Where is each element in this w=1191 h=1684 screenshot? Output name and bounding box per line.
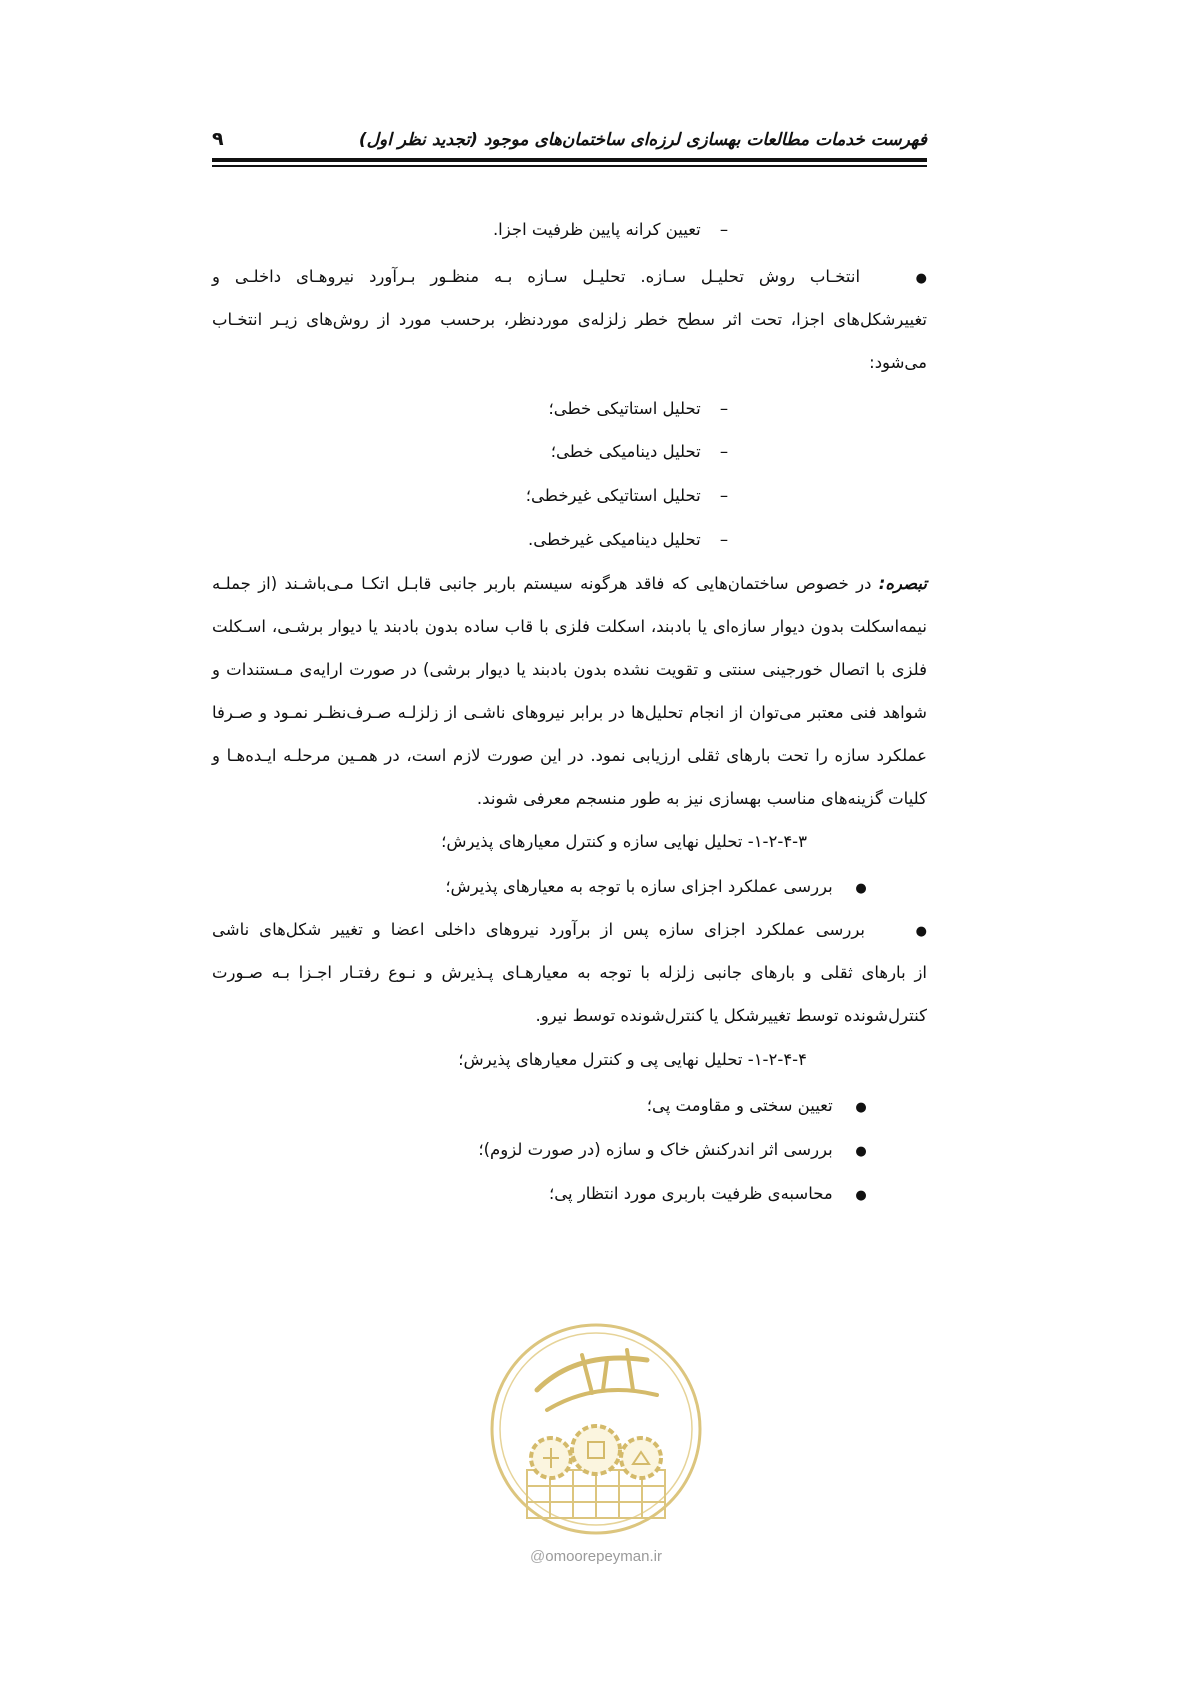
paragraph-text: شواهد فنی معتبر می‌توان از انجام تحلیل‌ها در برابر نیروهای ناشـی از زلزلـه صـرف‌نظـر نمـود و صـرفا — [212, 703, 927, 722]
paragraph-text: فلزی با اتصال خورجینی سنتی و تقویت نشده بدون بادبند یا دیوار برشی) در صورت ارایه‌ی مـستندات و — [212, 660, 927, 679]
paragraph-line — [212, 736, 927, 776]
paragraph-text: عملکرد سازه را تحت بارهای ثقلی ارزیابی نمود. در این صورت لازم است، در همـین مرحلـه ایـده‌هـا و — [212, 746, 927, 765]
paragraph-line — [212, 257, 927, 299]
note-line — [212, 564, 927, 604]
paragraph-text: تغییرشکل‌های اجزا، تحت اثر سطح خطر زلزله‌ی موردنظر، برحسب مورد از روش‌های زیـر انتخـاب — [212, 310, 927, 329]
page-number: ۹ — [212, 128, 224, 150]
list-item — [549, 1174, 876, 1216]
list-item-text: تحلیل دینامیکی خطی؛ — [550, 442, 701, 461]
dash-marker: – — [719, 486, 729, 505]
section-heading — [441, 822, 807, 862]
bullet-marker: ● — [915, 271, 927, 286]
list-item-text: تعیین سختی و مقاومت پی؛ — [646, 1096, 833, 1115]
list-item — [493, 210, 742, 250]
paragraph-text: از بارهای ثقلی و بارهای جانبی زلزله با توجه به معیارهـای پـذیرش و نـوع رفتـار اجـزا بـه صـورت — [212, 963, 927, 982]
header-rule-thick — [212, 158, 927, 162]
header-title: فهرست خدمات مطالعات بهسازی لرزه‌ای ساختمان‌های موجود (تجدید نظر اول) — [358, 130, 927, 150]
watermark-logo — [487, 1320, 705, 1538]
list-item — [528, 520, 742, 560]
section-heading-text: ۱-۲-۴-۳- تحلیل نهایی سازه و کنترل معیارهای پذیرش؛ — [441, 832, 807, 851]
dash-marker: – — [719, 442, 729, 461]
bullet-marker: ● — [855, 1100, 867, 1115]
paragraph-line — [212, 693, 927, 733]
bullet-marker: ● — [855, 1144, 867, 1159]
paragraph-line — [212, 910, 927, 952]
paragraph-text: در خصوص ساختمان‌هایی که فاقد هرگونه سیستم باربر جانبی قابـل اتکـا مـی‌باشـند (از جملـه — [212, 574, 872, 593]
paragraph-text: انتخـاب روش تحلیـل سـازه. تحلیـل سـازه بـه منظـور بـرآورد نیروهـای داخلـی و — [212, 267, 861, 286]
paragraph-line — [477, 779, 927, 819]
list-item — [526, 476, 742, 516]
list-item-text: تعیین کرانه پایین ظرفیت اجزا. — [492, 220, 701, 239]
running-header — [212, 122, 927, 162]
paragraph-text: بررسی عملکرد اجزای سازه پس از برآورد نیروهای داخلی اعضا و تغییر شکل‌های ناشی — [212, 920, 866, 939]
list-item — [548, 389, 742, 429]
list-item — [445, 867, 876, 909]
site-url: omoorepeyman.ir — [545, 1548, 662, 1565]
list-item — [478, 1130, 876, 1172]
paragraph-line — [535, 996, 927, 1036]
paragraph-line — [212, 607, 927, 647]
list-item-text: تحلیل استاتیکی غیرخطی؛ — [525, 486, 701, 505]
paragraph-text: کنترل‌شونده توسط تغییرشکل یا کنترل‌شونده توسط نیرو. — [535, 1006, 927, 1025]
note-label: تبصره: — [878, 574, 927, 593]
paragraph-line — [212, 300, 927, 340]
paragraph-line — [212, 953, 927, 993]
bullet-marker: ● — [855, 1188, 867, 1203]
dash-marker: – — [719, 530, 729, 549]
list-item-text: محاسبه‌ی ظرفیت باربری مورد انتظار پی؛ — [548, 1184, 833, 1203]
paragraph-line — [869, 343, 927, 383]
list-item — [647, 1086, 876, 1128]
dash-marker: – — [719, 399, 729, 418]
section-heading — [458, 1040, 807, 1080]
at-icon: @ — [530, 1548, 546, 1565]
list-item-text: تحلیل استاتیکی خطی؛ — [548, 399, 701, 418]
list-item — [551, 432, 742, 472]
paragraph-text: می‌شود: — [869, 353, 927, 372]
list-item-text: تحلیل دینامیکی غیرخطی. — [528, 530, 701, 549]
header-rule-thin — [212, 165, 927, 167]
list-item-text: بررسی اثر اندرکنش خاک و سازه (در صورت لزوم)؛ — [478, 1140, 833, 1159]
paragraph-text: نیمه‌اسکلت بدون دیوار سازه‌ای یا بادبند، اسکلت فلزی با قاب ساده بدون بادبند یا دیوار برشـی، اسـکلت — [212, 617, 927, 636]
section-heading-text: ۱-۲-۴-۴- تحلیل نهایی پی و کنترل معیارهای پذیرش؛ — [458, 1050, 807, 1069]
list-item-text: بررسی عملکرد اجزای سازه با توجه به معیارهای پذیرش؛ — [445, 877, 833, 896]
watermark-site — [487, 1548, 705, 1565]
paragraph-text: کلیات گزینه‌های مناسب بهسازی نیز به طور منسجم معرفی شوند. — [476, 789, 927, 808]
dash-marker: – — [719, 220, 729, 239]
paragraph-line — [212, 650, 927, 690]
bullet-marker: ● — [855, 881, 867, 896]
bullet-marker: ● — [915, 924, 927, 939]
